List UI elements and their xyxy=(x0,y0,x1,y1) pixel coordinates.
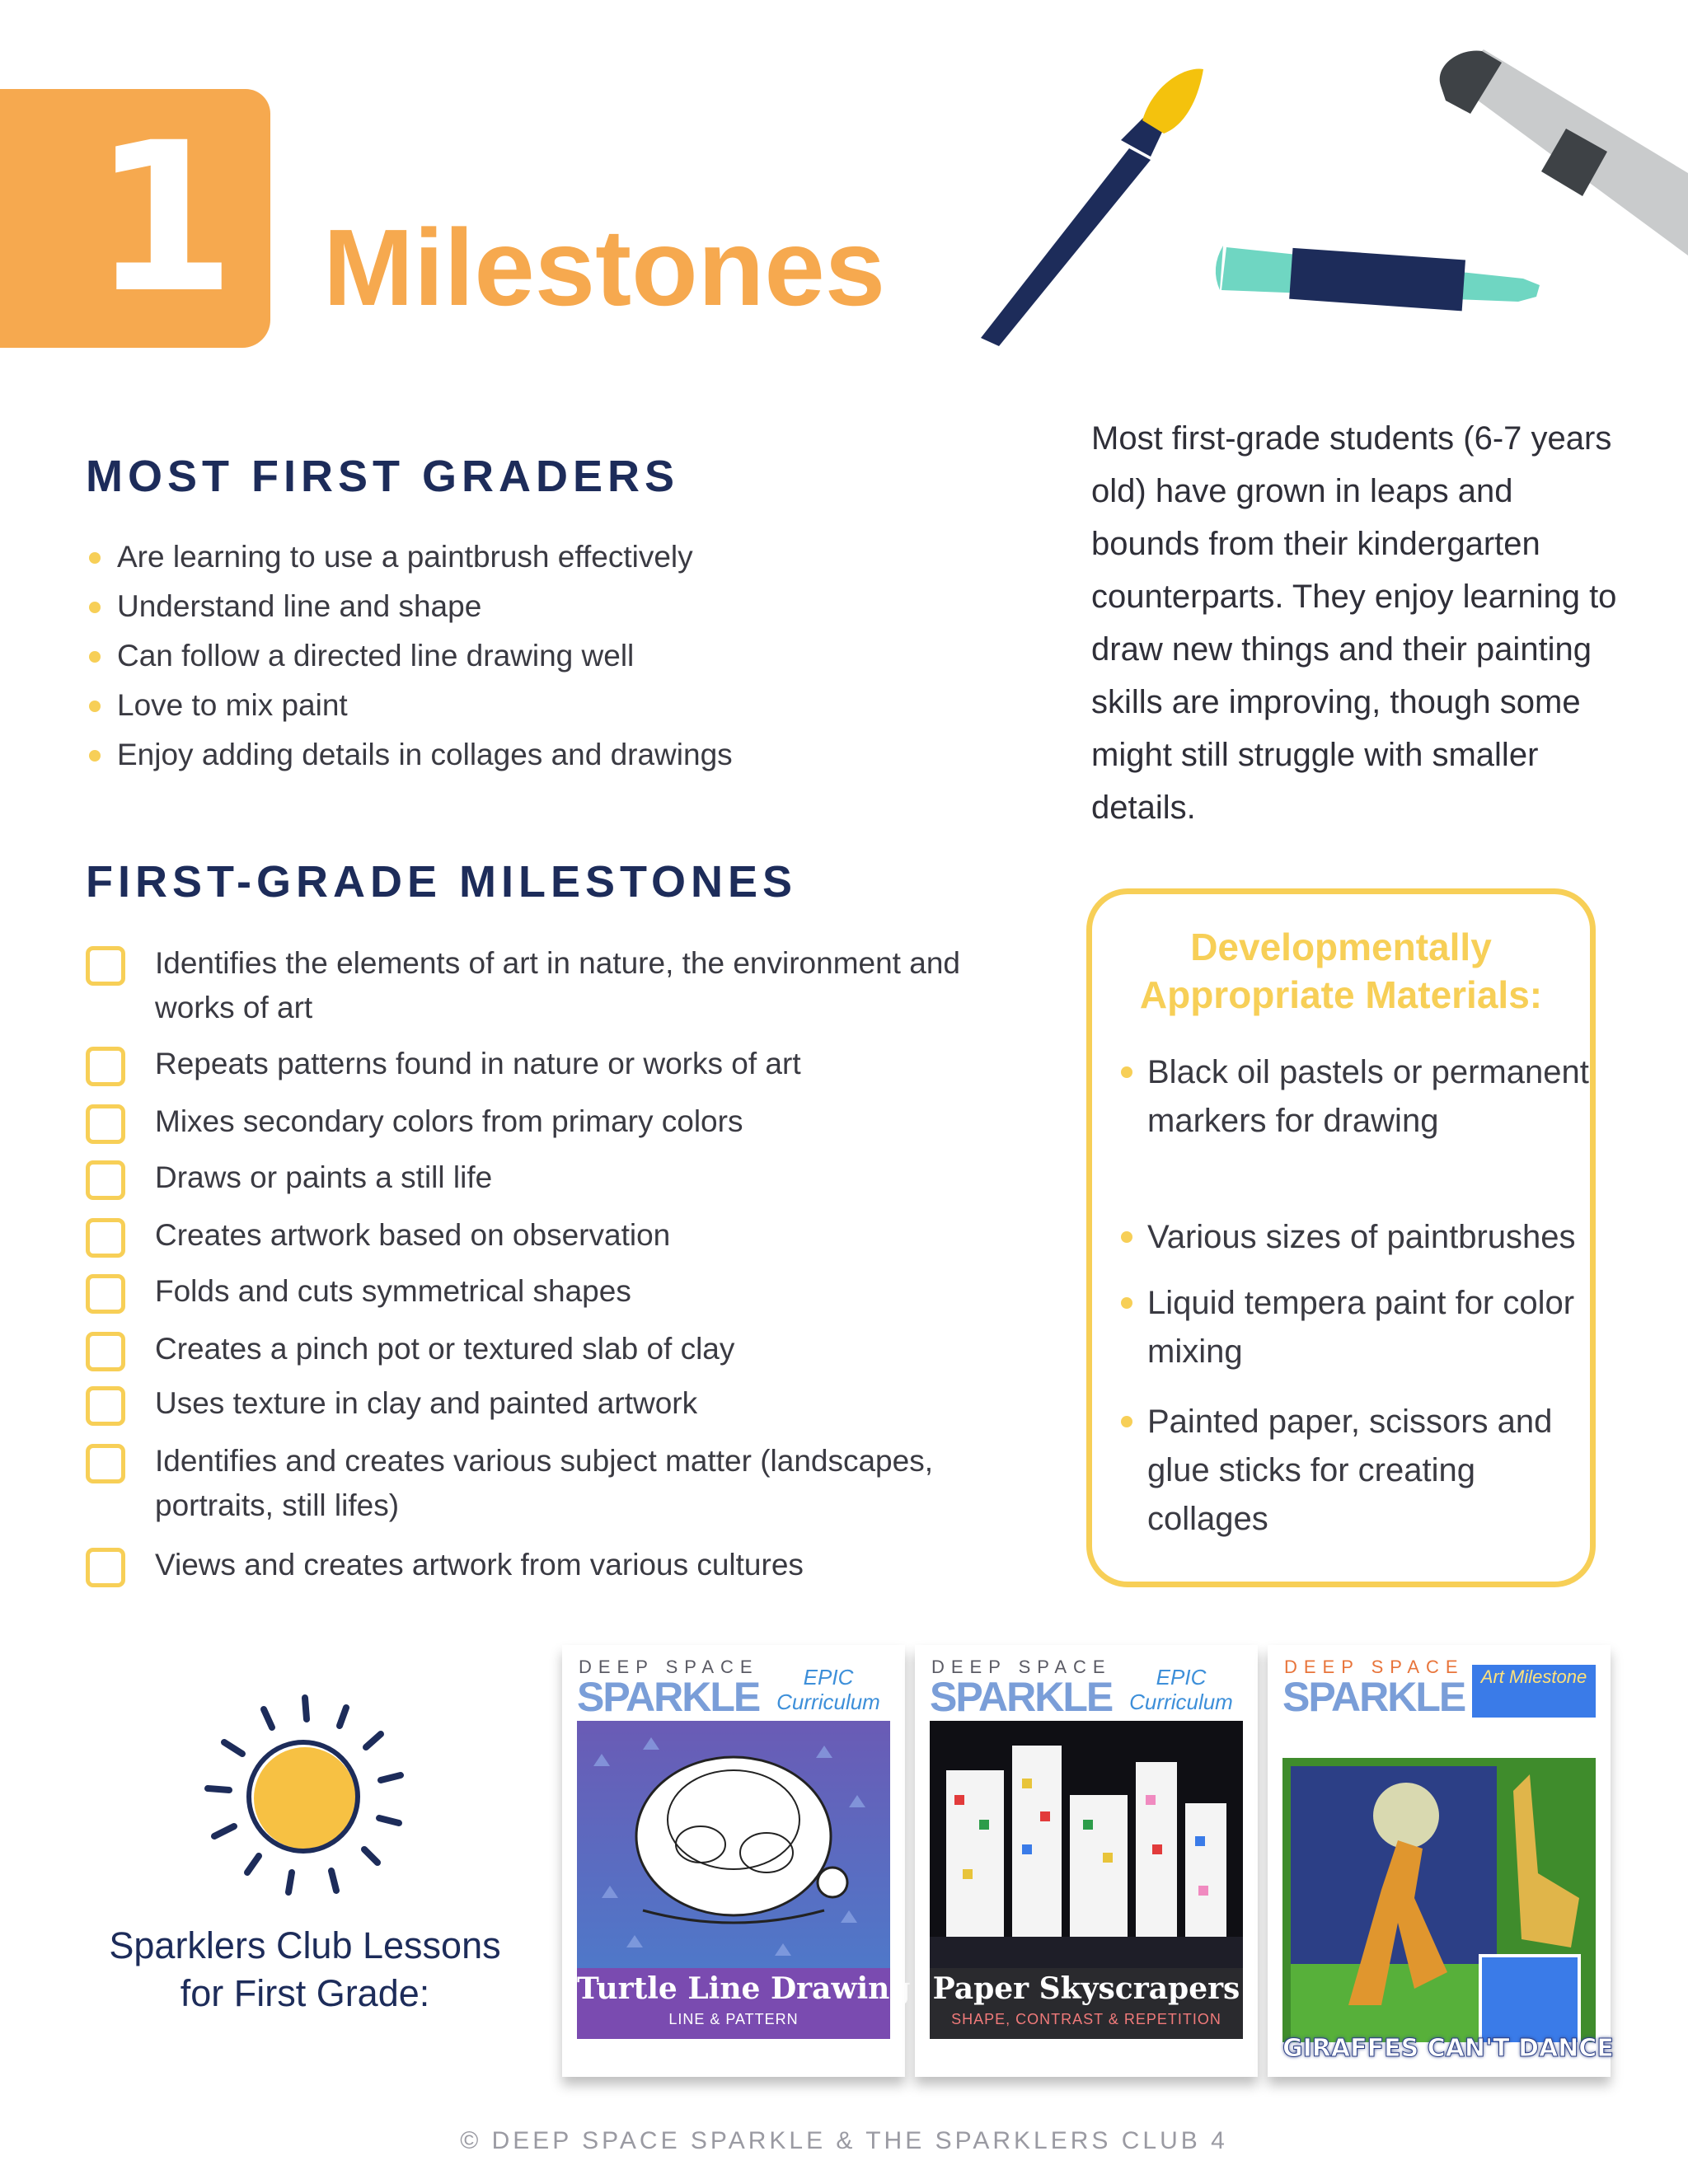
sun-icon xyxy=(198,1690,412,1904)
checkbox[interactable] xyxy=(86,1332,125,1371)
paintbrush-icon xyxy=(981,69,1203,346)
milestone-label: Folds and cuts symmetrical shapes xyxy=(155,1274,631,1308)
list-item: Can follow a directed line drawing well xyxy=(84,631,733,681)
art-tools-illustration xyxy=(948,49,1688,363)
bullet-icon xyxy=(89,750,101,762)
lesson-title-band xyxy=(930,1968,1243,2039)
crayon-icon xyxy=(1216,246,1540,311)
milestone-label: Identifies and creates various subject matter (landscapes, portraits, still lifes) xyxy=(155,1444,933,1522)
bullet-icon xyxy=(1121,1231,1132,1243)
brand-label: DEEP SPACE xyxy=(1284,1657,1465,1677)
lesson-card-turtle[interactable] xyxy=(562,1645,911,2077)
materials-title-line: Developmentally xyxy=(1190,926,1492,968)
lesson-title-band xyxy=(1282,2032,1614,2065)
brand-label: DEEP SPACE xyxy=(931,1657,1112,1677)
lesson-title: Paper Skyscrapers xyxy=(932,1971,1240,2006)
giraffes-artwork-image xyxy=(1282,1721,1596,2042)
bullet-icon xyxy=(89,602,101,613)
checkbox[interactable] xyxy=(86,1444,125,1483)
lesson-card-skyscrapers[interactable] xyxy=(915,1645,1258,2077)
milestone-label: Identifies the elements of art in nature, the environment and works of art xyxy=(155,946,960,1024)
curriculum-badge: EPIC Curriculum xyxy=(776,1665,880,1714)
lesson-title: GIRAFFES CAN'T DANCE xyxy=(1282,2034,1614,2063)
checkbox[interactable] xyxy=(86,1218,125,1258)
milestone-label: Repeats patterns found in nature or works of art xyxy=(155,1047,801,1080)
milestone-label: Views and creates artwork from various cultures xyxy=(155,1548,804,1582)
intro-paragraph: Most first-grade students (6-7 years old) have grown in leaps and bounds from their kindergarten counterparts. They enjoy learning to draw new things and their painting skills are improving, though some might still struggle with smaller details. xyxy=(1091,420,1617,826)
checkbox[interactable] xyxy=(86,1386,125,1426)
list-item: Are learning to use a paintbrush effectively xyxy=(84,532,733,582)
brand-logo: SPARKLE xyxy=(577,1674,760,1720)
brand-logo: SPARKLE xyxy=(930,1674,1113,1720)
lesson-subtitle: LINE & PATTERN xyxy=(668,2011,799,2027)
lesson-subtitle: SHAPE, CONTRAST & REPETITION xyxy=(951,2011,1221,2027)
milestone-label: Mixes secondary colors from primary colors xyxy=(155,1104,743,1138)
list-item: Enjoy adding details in collages and drawings xyxy=(84,730,733,780)
most-first-graders-heading: MOST FIRST GRADERS xyxy=(86,452,680,501)
first-graders-list xyxy=(84,532,733,780)
brand-label: DEEP SPACE xyxy=(579,1657,759,1677)
turtle-artwork-image xyxy=(577,1721,890,1968)
brand-logo: SPARKLE xyxy=(1282,1674,1465,1720)
checkbox[interactable] xyxy=(86,1274,125,1314)
lesson-title-band xyxy=(577,1968,911,2039)
sparklers-label: Sparklers Club Lessons for First Grade: xyxy=(109,1924,501,2014)
materials-title xyxy=(1086,923,1596,1019)
list-item: Understand line and shape xyxy=(84,582,733,631)
skyscrapers-artwork-image xyxy=(930,1721,1243,1968)
bullet-icon xyxy=(89,701,101,712)
curriculum-badge: EPIC Curriculum xyxy=(1129,1665,1233,1714)
footer-copyright: © DEEP SPACE SPARKLE & THE SPARKLERS CLUB 4 xyxy=(460,2127,1228,2154)
section-number-badge xyxy=(0,89,270,348)
marker-icon xyxy=(1440,49,1688,255)
lesson-title: Turtle Line Drawing xyxy=(577,1971,911,2006)
milestone-label: Uses texture in clay and painted artwork xyxy=(155,1386,698,1420)
bullet-icon xyxy=(89,552,101,564)
checkbox[interactable] xyxy=(86,946,125,986)
milestone-label: Creates a pinch pot or textured slab of clay xyxy=(155,1332,735,1366)
materials-title-line: Appropriate Materials: xyxy=(1139,973,1543,1016)
checkbox[interactable] xyxy=(86,1160,125,1200)
page-title: Milestones xyxy=(323,207,886,328)
checkbox[interactable] xyxy=(86,1548,125,1587)
lesson-card-giraffes[interactable] xyxy=(1268,1645,1614,2077)
milestones-heading: FIRST-GRADE MILESTONES xyxy=(86,857,798,907)
bullet-icon xyxy=(89,651,101,663)
milestone-label: Draws or paints a still life xyxy=(155,1160,493,1194)
section-number: 1 xyxy=(92,98,236,338)
checkbox[interactable] xyxy=(86,1047,125,1086)
list-item: Love to mix paint xyxy=(84,681,733,730)
bullet-icon xyxy=(1121,1416,1132,1427)
milestone-badge: Art Milestone xyxy=(1472,1665,1596,1718)
bullet-icon xyxy=(1121,1066,1132,1078)
milestone-label: Creates artwork based on observation xyxy=(155,1218,671,1252)
bullet-icon xyxy=(1121,1297,1132,1309)
checkbox[interactable] xyxy=(86,1104,125,1144)
